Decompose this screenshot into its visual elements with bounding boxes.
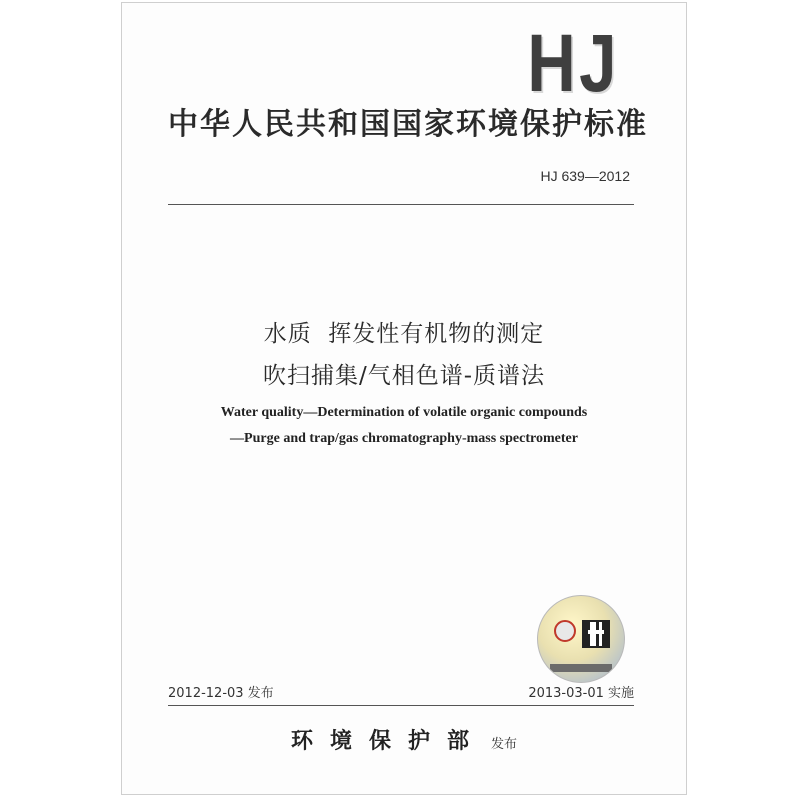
issue-date: 2012-12-03 发布 [168, 686, 274, 701]
publisher-verb: 发布 [491, 737, 518, 752]
publisher-line [122, 724, 686, 755]
organization-title: 中华人民共和国国家环境保护标准 [168, 107, 648, 142]
chinese-title-line-2: 吹扫捕集/气相色谱-质谱法 [262, 363, 546, 389]
english-title-line-1: Water quality—Determination of volatile organic compounds [220, 405, 588, 420]
effective-date: 2013-03-01 实施 [528, 686, 634, 701]
english-title-line-2: —Purge and trap/gas chromatography-mass spectrometer [230, 431, 578, 446]
hj-logo: HJ [527, 18, 620, 109]
chinese-title-line-1: 水质 挥发性有机物的测定 [263, 321, 545, 347]
standard-cover-page [121, 2, 687, 795]
top-divider [168, 204, 634, 205]
bottom-divider [168, 705, 634, 706]
emblem-icon [554, 620, 576, 642]
anti-counterfeit-seal [537, 595, 625, 683]
seal-band [550, 664, 612, 672]
qr-code-icon [582, 620, 610, 648]
publisher-name: 环境保护部 [290, 728, 486, 754]
standard-code: HJ 639—2012 [540, 168, 630, 184]
